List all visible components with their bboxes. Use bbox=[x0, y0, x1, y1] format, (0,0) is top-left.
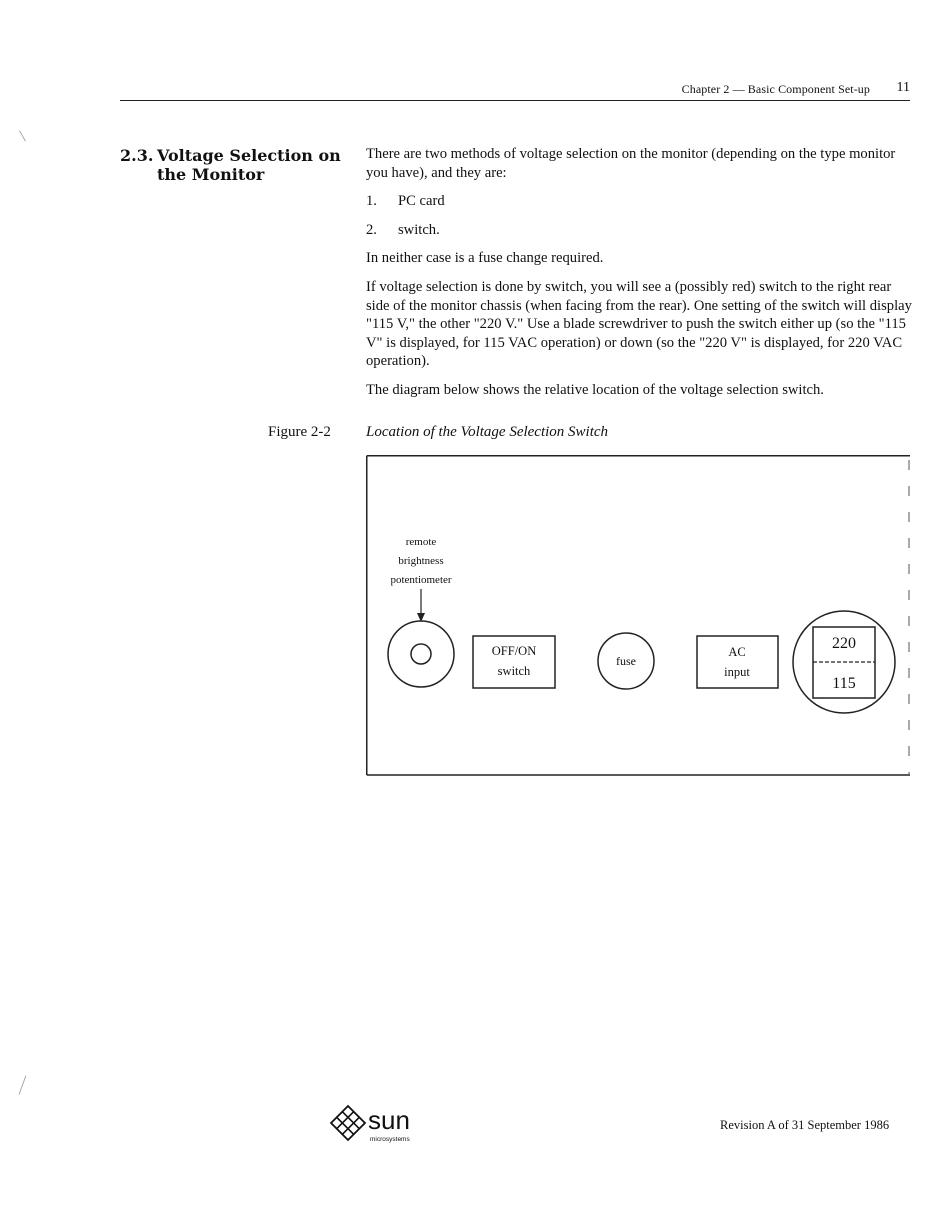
potentiometer-outer-circle bbox=[388, 621, 454, 687]
switch-paragraph: If voltage selection is done by switch, you will see a (possibly red) switch to the right rear side of the monitor chassis (when facing from the rear). One setting of the switch will display "115 V," the other "220 V." Use a blade screwdriver to push the switch either up (so the "115 V" is displayed, for 115 VAC operation) or down (so the "220 V" is displayed, for 220 VAC operation). bbox=[366, 278, 912, 370]
ac-input-box bbox=[697, 636, 778, 688]
scan-mark bbox=[19, 131, 26, 142]
ac-input-label-line1: AC bbox=[728, 645, 746, 659]
pot-label-line2: brightness bbox=[398, 555, 444, 567]
power-switch-label-line2: switch bbox=[497, 664, 531, 678]
list-item bbox=[366, 192, 914, 211]
figure-label: Figure 2-2 bbox=[268, 424, 331, 440]
intro-paragraph: There are two methods of voltage selection on the monitor (depending on the type monitor you have), and they are: bbox=[366, 146, 896, 181]
chapter-title: Chapter 2 — Basic Component Set-up bbox=[681, 82, 870, 96]
section-title: Voltage Selection on the Monitor bbox=[157, 146, 341, 184]
voltage-220-label: 220 bbox=[832, 635, 856, 652]
body-text bbox=[366, 145, 914, 410]
ac-input-label-line2: input bbox=[724, 665, 750, 679]
page-number: 11 bbox=[896, 80, 910, 95]
revision-line: Revision A of 31 September 1986 bbox=[720, 1118, 890, 1132]
pot-label-line1: remote bbox=[405, 536, 437, 548]
list-marker: 2. bbox=[366, 221, 377, 238]
potentiometer-knob bbox=[411, 644, 431, 664]
list-text: PC card bbox=[398, 193, 445, 210]
sun-microsystems-logo bbox=[326, 1100, 426, 1146]
sun-logo-mark bbox=[331, 1106, 365, 1140]
running-header bbox=[120, 80, 910, 101]
list-text: switch. bbox=[398, 221, 440, 238]
voltage-switch-diagram bbox=[366, 455, 911, 777]
fuse-note: In neither case is a fuse change required. bbox=[366, 250, 604, 267]
power-switch-label-line1: OFF/ON bbox=[491, 644, 537, 658]
logo-wordmark: sun bbox=[368, 1105, 410, 1135]
list-marker: 1. bbox=[366, 193, 377, 210]
voltage-115-label: 115 bbox=[832, 675, 856, 692]
logo-subtitle: microsystems bbox=[370, 1136, 410, 1143]
figure-caption: Location of the Voltage Selection Switch bbox=[366, 424, 609, 440]
fuse-label: fuse bbox=[616, 654, 636, 668]
list-item bbox=[366, 221, 914, 240]
pot-label-line3: potentiometer bbox=[390, 574, 452, 586]
diagram-intro: The diagram below shows the relative location of the voltage selection switch. bbox=[366, 381, 824, 398]
scan-mark bbox=[19, 1075, 27, 1094]
section-number: 2.3. bbox=[120, 146, 154, 165]
